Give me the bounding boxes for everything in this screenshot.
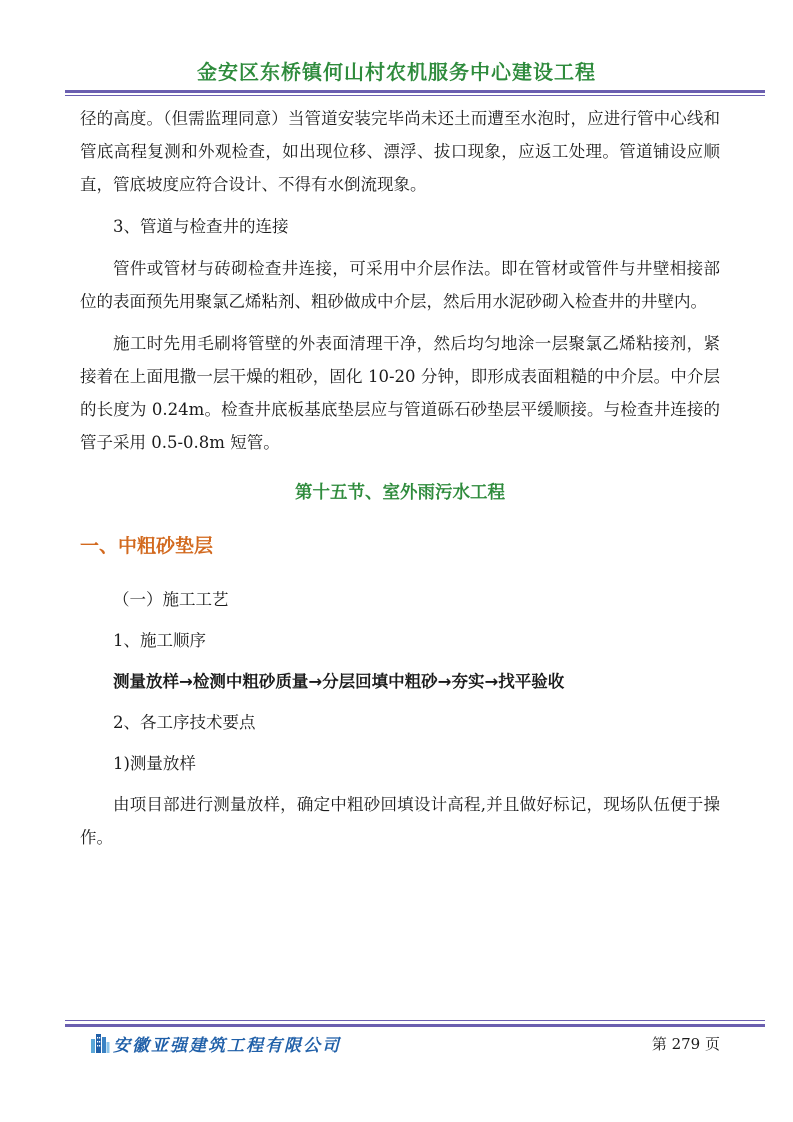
building-logo-icon [90,1031,110,1053]
footer-company-name: 安徽亚强建筑工程有限公司 [113,1036,341,1056]
heading-sand-cushion: 一、中粗砂垫层 [80,535,214,557]
sub-heading-construction-process: （一）施工工艺 [113,590,229,609]
item-technical-points: 2、各工序技术要点 [113,713,256,732]
footer-rule-thin [65,1020,765,1021]
footer-rule-thick [65,1024,765,1027]
document-body [80,100,720,854]
section-title: 第十五节、室外雨污水工程 [295,483,505,503]
footer-page-number: 第 279 页 [651,1035,720,1053]
paragraph-pipe-inspection: 径的高度。（但需监理同意）当管道安装完毕尚未还土而遭至水泡时，应进行管中心线和管底高程复测和外观检查，如出现位移、漂浮、拔口现象，应返工处理。管道铺设应顺直，管底坡度应符合设计、不得有水倒流现象。 [80,109,720,194]
item-survey-layout: 1)测量放样 [113,754,196,773]
sequence-flow: 测量放样→检测中粗砂质量→分层回填中粗砂→夯实→找平验收 [113,672,565,691]
paragraph-intermediate-layer: 管件或管材与砖砌检查井连接，可采用中介层作法。即在管材或管件与井壁相接部位的表面预先用聚氯乙烯粘剂、粗砂做成中介层，然后用水泥砂砌入检查井的井壁内。 [80,259,720,311]
item-pipe-well-connection: 3、管道与检查井的连接 [113,217,289,236]
item-construction-sequence: 1、施工顺序 [113,631,206,650]
header-rule-thin [65,95,765,96]
paragraph-survey-layout: 由项目部进行测量放样，确定中粗砂回填设计高程,并且做好标记，现场队伍便于操作。 [80,795,720,847]
header-title: 金安区东桥镇何山村农机服务中心建设工程 [197,60,596,84]
paragraph-construction-method: 施工时先用毛刷将管壁的外表面清理干净，然后均匀地涂一层聚氯乙烯粘接剂，紧接着在上面甩撒一层干燥的粗砂，固化 10-20 分钟，即形成表面粗糙的中介层。中介层的长度为 0.24m。检查井底板基底垫层应与管道砾石砂垫层平缓顺接。与检查井连接的管子采用 0.5-0.8m 短管。 [80,334,720,452]
header-rule-thick [65,90,765,93]
